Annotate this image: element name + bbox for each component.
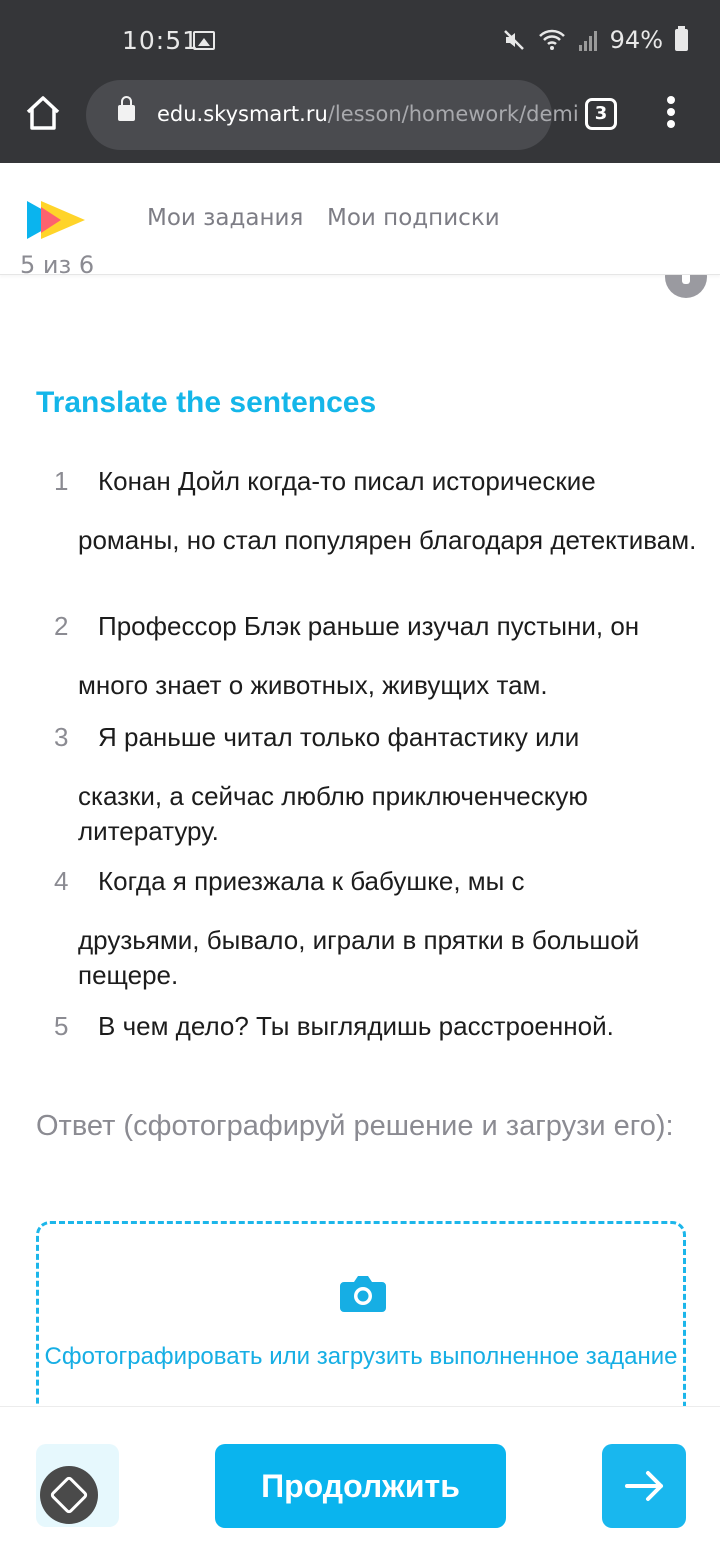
sentence-number: 5: [54, 1011, 69, 1041]
sentence-text: В чем дело? Ты выглядишь расстроенной.: [98, 1011, 614, 1041]
sentence-text-continued: много знает о животных, живущих там.: [78, 670, 548, 700]
sentence-text-continued: сказки, а сейчас люблю приключенческую литературу.: [78, 781, 588, 846]
site-header: [0, 163, 720, 279]
sentence-number: 2: [54, 611, 69, 641]
status-bar: [0, 0, 720, 82]
task-title: Translate the sentences: [36, 386, 377, 419]
wifi-icon: [538, 28, 566, 52]
more-menu-icon[interactable]: [662, 96, 680, 134]
nav-my-subscriptions[interactable]: Мои подписки: [327, 205, 500, 231]
tab-switcher-button[interactable]: 3: [585, 98, 617, 130]
hint-button[interactable]: [36, 1444, 119, 1527]
upload-label[interactable]: Сфотографировать или загрузить выполненное задание: [44, 1343, 678, 1370]
skysmart-logo[interactable]: [27, 199, 85, 241]
browser-toolbar: [0, 78, 720, 163]
image-notification-icon: [193, 31, 215, 50]
sentence-text: Я раньше читал только фантастику или: [98, 722, 580, 752]
sentence-text-continued: романы, но стал популярен благодаря детективам.: [78, 525, 697, 555]
battery-icon: [675, 29, 688, 51]
sentence-number: 4: [54, 866, 69, 896]
eraser-icon: [40, 1466, 98, 1524]
mute-icon: [502, 28, 526, 52]
url-host: edu.skysmart.ru: [157, 102, 328, 126]
sentence-text: Конан Дойл когда-то писал исторические: [98, 466, 596, 496]
home-icon[interactable]: [22, 92, 64, 134]
sentence-text: Профессор Блэк раньше изучал пустыни, он: [98, 611, 640, 641]
system-icons: [502, 26, 688, 54]
browser-chrome: [0, 0, 720, 163]
camera-icon: [340, 1274, 386, 1312]
battery-percent: 94%: [609, 26, 663, 54]
sentence-text-continued: друзьями, бывало, играли в прятки в большой пещере.: [78, 925, 640, 990]
continue-button[interactable]: Продолжить: [215, 1444, 506, 1528]
address-bar[interactable]: [86, 80, 579, 150]
answer-label: Ответ (сфотографируй решение и загрузи его):: [36, 1110, 674, 1142]
arrow-right-icon: [602, 1444, 686, 1528]
status-time: 10:51: [122, 26, 200, 55]
task-progress: 5 из 6: [20, 251, 95, 279]
sentence-number: 3: [54, 722, 69, 752]
url-path: /lesson/homework/demi: [327, 102, 579, 126]
signal-icon: [578, 29, 598, 51]
lock-icon: [118, 105, 135, 121]
sentence-text: Когда я приезжала к бабушке, мы с: [98, 866, 525, 896]
sentence-number: 1: [54, 466, 69, 496]
bottom-action-bar: [0, 1406, 720, 1560]
url-text[interactable]: [157, 102, 579, 126]
next-button[interactable]: [602, 1444, 686, 1528]
nav-my-tasks[interactable]: Мои задания: [147, 205, 304, 231]
